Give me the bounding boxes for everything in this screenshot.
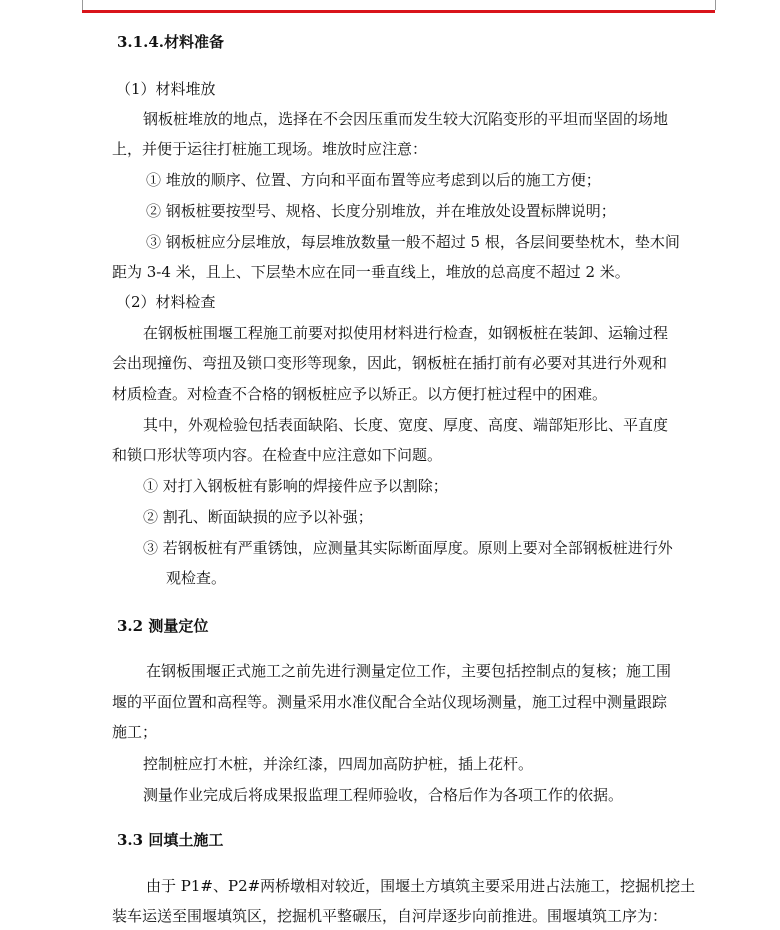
paragraph-line: 堰的平面位置和高程等。测量采用水准仪配合全站仪现场测量，施工过程中测量跟踪 <box>112 693 668 711</box>
subheading-material-inspection: （2）材料检查 <box>116 293 216 311</box>
paragraph-line: 测量作业完成后将成果报监理工程师验收，合格后作为各项工作的依据。 <box>143 786 624 804</box>
page-corner-mark-left <box>82 0 83 10</box>
list-item: ② 钢板桩要按型号、规格、长度分别堆放，并在堆放处设置标牌说明； <box>146 202 616 220</box>
paragraph-line: 材质检查。对检查不合格的钢板桩应予以矫正。以方便打桩过程中的困难。 <box>112 385 608 403</box>
header-rule <box>82 10 715 13</box>
page-corner-mark-right <box>715 0 716 10</box>
paragraph-line: 由于 P1#、P2#两桥墩相对较近，围堰土方填筑主要采用进占法施工，挖掘机挖土 <box>146 877 696 895</box>
list-item-continuation: 距为 3-4 米，且上、下层垫木应在同一垂直线上，堆放的总高度不超过 2 米。 <box>112 263 630 281</box>
section-heading-3-3: 3.3 回填土施工 <box>117 831 224 849</box>
list-item: ③ 若钢板桩有严重锈蚀，应测量其实际断面厚度。原则上要对全部钢板桩进行外 <box>143 539 673 557</box>
list-item: ① 堆放的顺序、位置、方向和平面布置等应考虑到以后的施工方便； <box>146 171 601 189</box>
section-heading-3-1-4: 3.1.4.材料准备 <box>117 33 224 51</box>
paragraph-line: 钢板桩堆放的地点，选择在不会因压重而发生较大沉陷变形的平坦而坚固的场地 <box>143 110 669 128</box>
paragraph-line: 会出现撞伤、弯扭及锁口变形等现象，因此，钢板桩在插打前有必要对其进行外观和 <box>112 354 668 372</box>
subheading-material-stacking: （1）材料堆放 <box>116 80 216 98</box>
paragraph-line: 控制桩应打木桩，并涂红漆，四周加高防护桩，插上花杆。 <box>143 755 534 773</box>
paragraph-line: 装车运送至围堰填筑区，挖掘机平整碾压，自河岸逐步向前推进。围堰填筑工序为： <box>112 907 668 925</box>
list-item: ② 割孔、断面缺损的应予以补强； <box>143 508 373 526</box>
paragraph-line: 在钢板围堰正式施工之前先进行测量定位工作，主要包括控制点的复核；施工围 <box>146 662 672 680</box>
paragraph-line: 上，并便于运往打桩施工现场。堆放时应注意： <box>112 140 428 158</box>
list-item-continuation: 观检查。 <box>166 569 227 587</box>
paragraph-line: 其中，外观检验包括表面缺陷、长度、宽度、厚度、高度、端部矩形比、平直度 <box>143 416 669 434</box>
section-heading-3-2: 3.2 测量定位 <box>117 617 209 635</box>
paragraph-line: 和锁口形状等项内容。在检查中应注意如下问题。 <box>112 446 443 464</box>
paragraph-line: 在钢板桩围堰工程施工前要对拟使用材料进行检查，如钢板桩在装卸、运输过程 <box>143 324 669 342</box>
list-item: ③ 钢板桩应分层堆放，每层堆放数量一般不超过 5 根，各层间要垫枕木，垫木间 <box>146 233 680 251</box>
list-item: ① 对打入钢板桩有影响的焊接件应予以割除； <box>143 477 448 495</box>
paragraph-line: 施工； <box>112 723 158 741</box>
